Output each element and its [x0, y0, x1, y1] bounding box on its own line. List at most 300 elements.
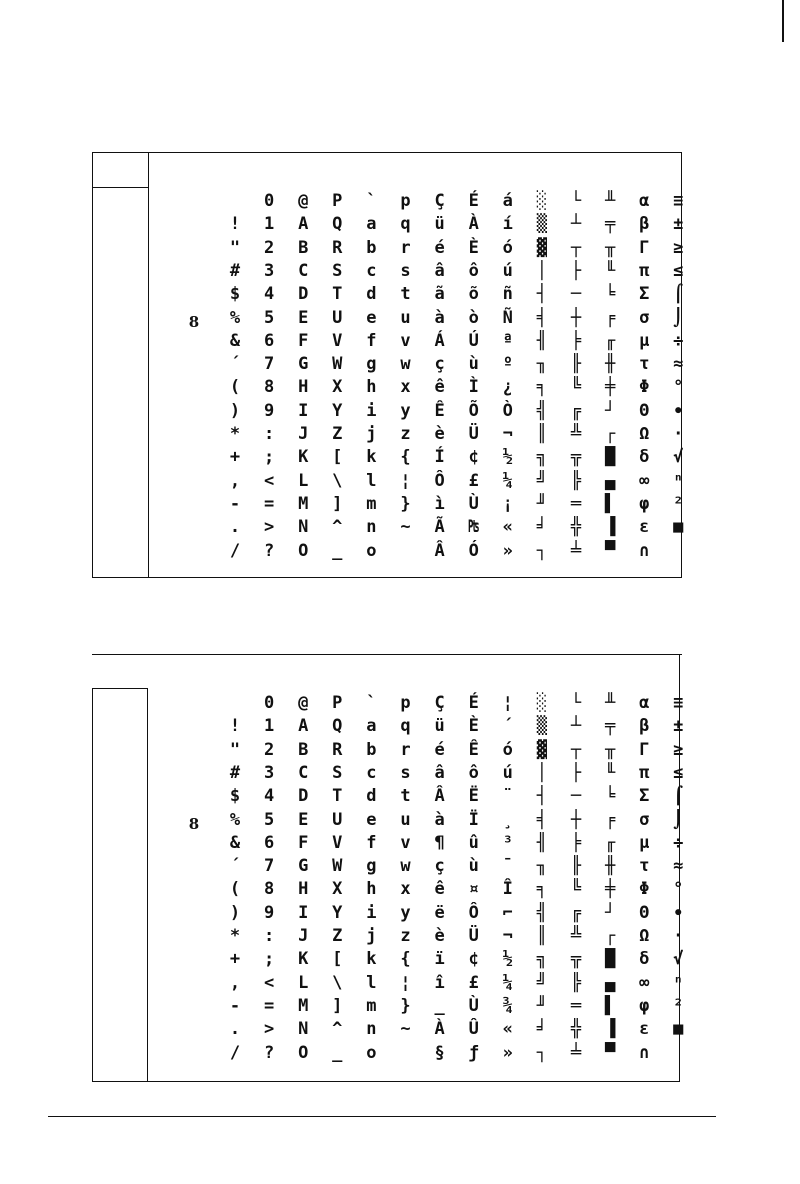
char-cell: Φ [639, 879, 650, 900]
char-cell: h [366, 377, 377, 398]
char-cell: ÷ [673, 330, 684, 351]
char-cell: ≡ [673, 693, 684, 713]
char-cell: Y [332, 400, 343, 421]
char-cell: ╚ [570, 377, 582, 398]
char-cell: Θ [639, 400, 650, 421]
char-cell: √ [673, 949, 684, 970]
table-1-lead-label: 8 [188, 313, 200, 331]
char-cell: ½ [502, 949, 513, 970]
char-cell: z [400, 424, 411, 444]
char-cell: _ [434, 995, 445, 1016]
char-cell: / [229, 540, 241, 561]
char-cell: ≥ [673, 237, 684, 258]
char-cell: X [332, 377, 343, 398]
char-cell: w [400, 856, 411, 877]
char-cell: ┐ [536, 540, 548, 561]
char-cell: 5 [263, 809, 275, 830]
char-cell: ì [434, 493, 445, 514]
char-cell: ] [332, 995, 343, 1016]
char-cell: G [298, 856, 309, 877]
char-cell: < [263, 972, 275, 993]
char-cell: _ [332, 1042, 343, 1063]
char-cell: ╤ [604, 716, 616, 737]
char-cell: ╓ [604, 330, 616, 351]
char-cell: H [298, 377, 309, 398]
char-cell: # [229, 762, 241, 783]
char-cell: ã [434, 284, 445, 305]
char-cell: b [366, 237, 377, 258]
header-divider [92, 688, 148, 689]
char-cell: ⌡ [673, 307, 684, 328]
char-cell: 3 [263, 762, 275, 783]
char-cell: ≥ [673, 739, 684, 760]
char-cell: è [434, 926, 445, 946]
char-cell: p [400, 693, 411, 713]
char-cell: S [332, 260, 343, 281]
char-cell: ─ [570, 284, 582, 305]
page-edge-mark [782, 0, 784, 42]
char-cell: 8 [263, 879, 275, 900]
char-cell: ▒ [536, 214, 548, 235]
char-cell: R [332, 237, 343, 258]
char-cell: ! [229, 716, 241, 737]
char-cell: y [400, 902, 411, 923]
char-cell: 6 [263, 330, 275, 351]
table-column-divider [148, 152, 149, 578]
char-cell: ╢ [536, 832, 548, 853]
char-cell: â [434, 260, 445, 281]
char-cell: Γ [639, 739, 650, 760]
char-cell: Φ [639, 377, 650, 398]
char-cell: Ü [468, 424, 479, 444]
char-cell: s [400, 762, 411, 783]
char-cell: ¯ [502, 856, 513, 877]
char-cell: F [298, 330, 309, 351]
char-cell: , [229, 972, 241, 993]
char-cell: \ [332, 470, 343, 491]
char-cell: ε [639, 517, 650, 538]
char-cell: ñ [502, 284, 513, 305]
char-cell: δ [639, 447, 650, 468]
char-cell: ù [468, 856, 479, 877]
char-cell: É [468, 191, 479, 211]
char-cell: ╬ [570, 517, 582, 538]
table-left-rule [92, 152, 93, 578]
char-cell: Z [332, 926, 343, 946]
char-cell: b [366, 739, 377, 760]
char-cell: φ [639, 995, 650, 1016]
char-cell: H [298, 879, 309, 900]
char-cell: q [400, 214, 411, 235]
char-cell: Ã [434, 517, 445, 538]
char-cell: Ù [468, 995, 479, 1016]
char-cell: τ [639, 354, 650, 375]
char-cell: ª [502, 330, 513, 351]
char-cell: o [366, 540, 377, 561]
char-cell: ╬ [570, 1019, 582, 1040]
char-cell: { [400, 447, 411, 468]
char-cell: Î [502, 879, 513, 900]
char-cell: ▄ [604, 972, 616, 993]
char-cell: ¸ [502, 809, 513, 830]
char-cell: % [229, 307, 241, 328]
char-cell: È [468, 237, 479, 258]
char-cell: } [400, 493, 411, 514]
char-cell: ┤ [536, 786, 548, 807]
char-cell: ╟ [570, 856, 582, 877]
char-cell: δ [639, 949, 650, 970]
char-cell: ¬ [502, 424, 513, 444]
char-cell: l [366, 470, 377, 491]
char-cell: Q [332, 214, 343, 235]
char-cell: P [332, 191, 343, 211]
footer-rule [48, 1116, 716, 1117]
char-cell: ┬ [570, 739, 582, 760]
char-cell: ╪ [604, 879, 616, 900]
char-cell: è [434, 424, 445, 444]
char-cell: m [366, 493, 377, 514]
char-cell: ╙ [604, 260, 616, 281]
char-cell: Σ [639, 786, 650, 807]
char-cell: 8 [263, 377, 275, 398]
char-cell: J [298, 926, 309, 946]
char-cell: » [502, 540, 513, 561]
char-cell: B [298, 237, 309, 258]
char-cell: g [366, 856, 377, 877]
char-cell [218, 190, 252, 213]
char-cell: π [639, 260, 650, 281]
char-cell: ` [366, 191, 377, 211]
char-cell: @ [298, 693, 309, 713]
char-cell: . [229, 517, 241, 538]
char-cell: Ü [468, 926, 479, 946]
char-cell: , [229, 470, 241, 491]
char-cell: ç [434, 354, 445, 375]
char-cell: ê [434, 377, 445, 398]
char-cell: á [502, 191, 513, 211]
char-cell: Ô [468, 902, 479, 923]
char-cell: & [229, 330, 241, 351]
char-cell: } [400, 995, 411, 1016]
char-cell: ╝ [536, 470, 548, 491]
char-cell: + [229, 447, 241, 468]
char-cell: õ [468, 284, 479, 305]
char-cell: α [639, 693, 650, 713]
char-cell: ╘ [604, 284, 616, 305]
char-cell: Ù [468, 493, 479, 514]
char-cell: j [366, 424, 377, 444]
char-cell: ▓ [536, 237, 548, 258]
char-cell: Û [468, 1019, 479, 1040]
char-cell: ! [229, 214, 241, 235]
char-cell: ├ [570, 260, 582, 281]
char-cell: ¢ [468, 447, 479, 468]
char-cell: Á [434, 330, 445, 351]
char-cell: ² [673, 493, 684, 514]
char-cell: « [502, 517, 513, 538]
char-cell: à [434, 307, 445, 328]
char-cell: 1 [263, 716, 275, 737]
char-cell: ? [263, 1042, 275, 1063]
char-cell: £ [468, 470, 479, 491]
char-cell: ) [229, 902, 241, 923]
char-cell: $ [229, 786, 241, 807]
char-cell: c [366, 762, 377, 783]
char-cell: c [366, 260, 377, 281]
char-cell: h [366, 879, 377, 900]
char-cell: β [639, 716, 650, 737]
char-cell: ¶ [434, 832, 445, 853]
char-cell: ε [639, 1019, 650, 1040]
char-cell: ╔ [570, 400, 582, 421]
char-cell [661, 540, 695, 563]
char-cell: β [639, 214, 650, 235]
char-cell: ≡ [673, 191, 684, 211]
char-cell: é [434, 739, 445, 760]
char-cell: ■ [673, 517, 684, 538]
char-cell: ╗ [536, 949, 548, 970]
char-cell: É [468, 693, 479, 713]
char-cell: α [639, 191, 650, 211]
char-cell: ╡ [536, 809, 548, 830]
char-cell: " [229, 739, 241, 760]
char-cell: = [263, 493, 275, 514]
char-cell: ⁿ [673, 972, 684, 993]
char-cell: O [298, 1042, 309, 1063]
char-cell: N [298, 517, 309, 538]
char-cell: ú [502, 762, 513, 783]
char-cell: ▐ [604, 517, 616, 538]
char-cell: D [298, 786, 309, 807]
char-cell [389, 540, 423, 563]
char-cell: t [400, 786, 411, 807]
char-cell: ┌ [604, 424, 616, 444]
char-cell: ╦ [570, 949, 582, 970]
char-cell: ∩ [639, 1042, 650, 1063]
char-cell: I [298, 400, 309, 421]
char-cell: ≤ [673, 762, 684, 783]
char-cell: ╡ [536, 307, 548, 328]
char-cell: ´ [229, 354, 241, 375]
char-cell: $ [229, 284, 241, 305]
char-cell: * [229, 926, 241, 946]
char-cell: E [298, 307, 309, 328]
char-cell: v [400, 832, 411, 853]
char-cell: F [298, 832, 309, 853]
char-cell: î [434, 972, 445, 993]
char-cell: ╨ [604, 693, 616, 713]
char-cell: Σ [639, 284, 650, 305]
char-cell: ┐ [536, 1042, 548, 1063]
char-cell: │ [536, 762, 548, 783]
char-cell: a [366, 214, 377, 235]
char-cell: = [263, 995, 275, 1016]
char-cell: ╚ [570, 879, 582, 900]
char-cell [389, 1042, 423, 1065]
char-cell: e [366, 307, 377, 328]
char-cell: í [502, 214, 513, 235]
char-cell: ╛ [536, 1019, 548, 1040]
char-cell: ± [673, 716, 684, 737]
char-cell: Õ [468, 400, 479, 421]
char-cell: ¾ [502, 995, 513, 1016]
char-cell [218, 692, 252, 715]
char-cell: j [366, 926, 377, 946]
char-cell: ▐ [604, 1019, 616, 1040]
char-cell: ; [263, 949, 275, 970]
char-cell: Ú [468, 330, 479, 351]
char-cell: q [400, 716, 411, 737]
char-cell: T [332, 284, 343, 305]
char-cell: x [400, 377, 411, 398]
char-cell: · [673, 424, 684, 444]
char-cell: Ç [434, 693, 445, 713]
char-cell: ( [229, 377, 241, 398]
char-cell: ╙ [604, 762, 616, 783]
char-cell: ´ [502, 716, 513, 737]
char-cell: ╒ [604, 307, 616, 328]
char-cell: : [263, 926, 275, 946]
char-cell: ┴ [570, 214, 582, 235]
char-cell: ∞ [639, 470, 650, 491]
char-cell: Y [332, 902, 343, 923]
char-cell: X [332, 879, 343, 900]
char-cell: ╩ [570, 424, 582, 444]
char-cell: φ [639, 493, 650, 514]
char-cell: √ [673, 447, 684, 468]
char-cell: ¼ [502, 972, 513, 993]
char-cell: < [263, 470, 275, 491]
char-cell: ⌠ [673, 284, 684, 305]
char-cell: U [332, 809, 343, 830]
char-cell: L [298, 972, 309, 993]
char-cell: N [298, 1019, 309, 1040]
char-cell: ╞ [570, 330, 582, 351]
char-cell: 4 [263, 284, 275, 305]
char-cell: à [434, 809, 445, 830]
char-cell: > [263, 517, 275, 538]
char-cell: r [400, 237, 411, 258]
char-cell: Ñ [502, 307, 513, 328]
char-cell: ▒ [536, 716, 548, 737]
char-cell: ó [502, 237, 513, 258]
char-cell: ╝ [536, 972, 548, 993]
char-cell: : [263, 424, 275, 444]
char-cell: I [298, 902, 309, 923]
char-cell: ° [673, 377, 684, 398]
char-cell: [ [332, 447, 343, 468]
char-cell: ╥ [604, 237, 616, 258]
char-cell: Z [332, 424, 343, 444]
char-cell: g [366, 354, 377, 375]
char-cell: ´ [229, 856, 241, 877]
char-cell: ( [229, 879, 241, 900]
char-cell: V [332, 832, 343, 853]
char-cell: ░ [536, 693, 548, 713]
char-cell: i [366, 902, 377, 923]
char-cell: ╓ [604, 832, 616, 853]
char-cell: ╦ [570, 447, 582, 468]
table-top-rule [92, 152, 682, 153]
char-cell: n [366, 517, 377, 538]
char-cell: ∞ [639, 972, 650, 993]
char-cell: 2 [263, 739, 275, 760]
char-cell: ╖ [536, 856, 548, 877]
char-cell: ≤ [673, 260, 684, 281]
char-cell: ╢ [536, 330, 548, 351]
table-bottom-rule [148, 577, 682, 578]
char-cell: ╖ [536, 354, 548, 375]
char-cell: Γ [639, 237, 650, 258]
char-cell: ├ [570, 762, 582, 783]
table-column-divider [147, 688, 148, 1082]
char-cell: ╪ [604, 377, 616, 398]
char-cell: ú [502, 260, 513, 281]
char-cell: ° [673, 879, 684, 900]
char-cell: ┘ [604, 902, 616, 923]
char-cell: B [298, 739, 309, 760]
char-cell: ╗ [536, 447, 548, 468]
char-cell: # [229, 260, 241, 281]
char-cell: 0 [263, 191, 275, 211]
char-cell: A [298, 716, 309, 737]
char-cell: └ [570, 191, 582, 211]
char-cell: Ê [468, 739, 479, 760]
char-cell: ╣ [536, 902, 548, 923]
char-cell: - [229, 493, 241, 514]
char-cell [661, 1042, 695, 1065]
char-cell: ∙ [673, 902, 684, 923]
char-cell: Â [434, 540, 445, 561]
char-cell: w [400, 354, 411, 375]
char-cell: 7 [263, 856, 275, 877]
char-cell: Ç [434, 191, 445, 211]
char-cell: ╜ [536, 995, 548, 1016]
char-cell: \ [332, 972, 343, 993]
char-cell: ▄ [604, 470, 616, 491]
char-cell: ¦ [400, 470, 411, 491]
char-cell: ╧ [570, 540, 582, 561]
char-cell: ╞ [570, 832, 582, 853]
char-cell: t [400, 284, 411, 305]
char-cell: - [229, 995, 241, 1016]
char-cell: ╠ [570, 972, 582, 993]
char-cell: r [400, 739, 411, 760]
char-cell: 6 [263, 832, 275, 853]
char-cell: ╘ [604, 786, 616, 807]
char-cell: ù [468, 354, 479, 375]
char-cell: @ [298, 191, 309, 211]
char-cell: ┌ [604, 926, 616, 946]
char-cell: ³ [502, 832, 513, 853]
char-cell: ╤ [604, 214, 616, 235]
char-cell: ô [468, 260, 479, 281]
char-cell: ╥ [604, 739, 616, 760]
char-cell: ê [434, 879, 445, 900]
char-cell: ] [332, 493, 343, 514]
char-cell: ² [673, 995, 684, 1016]
char-cell: ü [434, 214, 445, 235]
char-cell: ═ [570, 995, 582, 1016]
char-cell: ╕ [536, 879, 548, 900]
char-cell: ¦ [400, 972, 411, 993]
char-cell: µ [639, 330, 650, 351]
char-cell: ¦ [502, 693, 513, 713]
table-left-rule [92, 688, 93, 1082]
char-cell: P [332, 693, 343, 713]
char-cell: ■ [673, 1019, 684, 1040]
header-divider [92, 187, 148, 188]
